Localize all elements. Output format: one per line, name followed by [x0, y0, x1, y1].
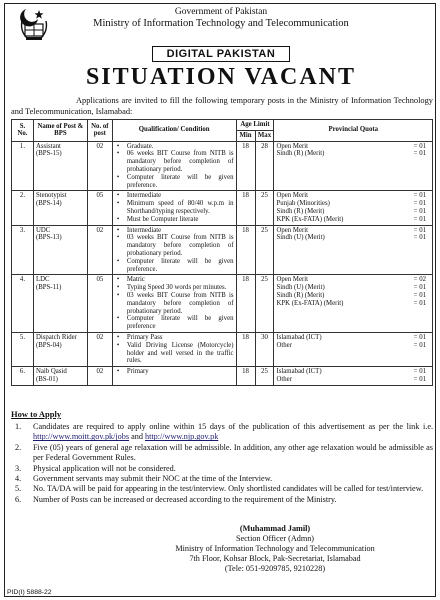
- quota-label: Sindh (R) (Merit): [276, 150, 325, 158]
- post-title: Stenotypist: [35, 192, 67, 200]
- quota-line: [276, 208, 430, 216]
- cell-min-age: 18: [236, 225, 255, 275]
- cell-sno: 1.: [12, 141, 34, 191]
- signature-block: [125, 524, 425, 574]
- government-line: Government of Pakistan: [174, 7, 268, 17]
- cell-max-age: 25: [255, 275, 274, 333]
- post-bps: (BPS-15): [35, 150, 62, 158]
- item-text-and: and: [129, 432, 145, 442]
- cell-quota: [274, 141, 433, 191]
- quota-line: [276, 234, 430, 242]
- qualification-item: • Computer literate will be given preference.: [115, 258, 234, 274]
- qualification-item: • Graduate.: [115, 143, 234, 151]
- page-title: SITUATION VACANT: [85, 64, 357, 90]
- quota-label: Open Merit: [276, 192, 309, 200]
- quota-label: Sindh (U) (Merit): [276, 284, 325, 292]
- cell-min-age: 18: [236, 332, 255, 366]
- quota-line: [276, 192, 430, 200]
- quota-line: [276, 292, 430, 300]
- list-item: [11, 474, 433, 484]
- signatory-name: (Muhammad Jamil): [239, 524, 311, 533]
- cell-post-name: [33, 225, 87, 275]
- cell-qualification: [112, 141, 236, 191]
- cell-min-age: 18: [236, 275, 255, 333]
- quota-line: [276, 284, 430, 292]
- quota-label: Islamabad (ICT): [276, 333, 322, 341]
- quota-value: = 01: [413, 291, 426, 299]
- qualification-item: • 03 weeks BIT Course from NITB is mandatory before completion of probationary period.: [115, 234, 234, 257]
- quota-line: [276, 227, 430, 235]
- cell-qualification: [112, 225, 236, 275]
- quota-value: = 01: [413, 150, 426, 158]
- quota-line: [276, 376, 430, 384]
- quota-value: = 01: [413, 333, 426, 341]
- quota-value: = 01: [413, 234, 426, 242]
- cell-posts: 02: [87, 332, 112, 366]
- item-number: 2.: [15, 442, 22, 452]
- quota-line: [276, 150, 430, 158]
- item-text: Five (05) years of general age relaxation will be admissible. In addition, any other age relaxation would be admissible as per Federal Government Rules.: [33, 442, 433, 463]
- quota-value: = 01: [413, 299, 426, 307]
- item-number: 1.: [15, 422, 22, 431]
- quota-label: Punjab (Minorities): [276, 200, 330, 208]
- signatory-designation: Section Officer (Admn): [235, 534, 315, 543]
- qualification-item: • Valid Driving License (Motorcycle) holder and well versed in the traffic rules.: [115, 342, 234, 365]
- post-bps: (BPS-04): [35, 341, 62, 349]
- quota-line: [276, 368, 430, 376]
- cell-posts: 02: [87, 141, 112, 191]
- quota-value: = 01: [413, 142, 426, 150]
- cell-quota: [274, 275, 433, 333]
- table-row: [12, 275, 433, 333]
- cell-max-age: 28: [255, 141, 274, 191]
- post-bps: (BS-01): [35, 375, 58, 383]
- header-max: Max: [255, 130, 274, 141]
- cell-posts: 02: [87, 225, 112, 275]
- qualification-item: • Intermediate: [115, 192, 234, 200]
- item-text: Government servants may submit their NOC at the time of the Interview.: [33, 474, 273, 484]
- qualification-item: • Computer literate will be given preference: [115, 315, 234, 331]
- header-qualification: Qualification/ Condition: [112, 120, 236, 142]
- quota-value: = 01: [413, 200, 426, 208]
- cell-max-age: 30: [255, 332, 274, 366]
- quota-line: [276, 342, 430, 350]
- how-to-apply-list: [11, 422, 433, 505]
- post-title: Assistant: [35, 142, 61, 150]
- cell-sno: 3.: [12, 225, 34, 275]
- item-text: Physical application will not be considered.: [33, 463, 176, 473]
- cell-max-age: 25: [255, 367, 274, 386]
- quota-label: Sindh (R) (Merit): [276, 207, 325, 215]
- item-text: No. TA/DA will be paid for appearing in the test/interview. Only shortlisted candidates will be called for test/interview.: [33, 484, 424, 494]
- cell-min-age: 18: [236, 191, 255, 225]
- header-posts: No. of post: [87, 120, 112, 142]
- signatory-address: 7th Floor, Kohsar Block, Pak-Secretariat, Islamabad: [189, 554, 361, 563]
- how-to-apply-heading: How to Apply: [11, 409, 62, 419]
- post-title: LDC: [35, 276, 50, 284]
- posts-table: [11, 119, 433, 386]
- pid-number: PID(I) 5888-22: [7, 589, 52, 596]
- cell-sno: 5.: [12, 332, 34, 366]
- quota-label: KPK (Ex-FATA) (Merit): [276, 215, 344, 223]
- list-item: [11, 422, 433, 443]
- table-row: [12, 332, 433, 366]
- quota-value: = 01: [413, 368, 426, 376]
- qualification-item: • Primary: [115, 368, 234, 376]
- quota-label: Other: [276, 375, 292, 383]
- signatory-telephone: (Tele: 051-9209785, 9210228): [224, 564, 326, 573]
- qualification-item: • 06 weeks BIT Course from NITB is mandatory before completion of probationary period.: [115, 150, 234, 173]
- qualification-item: • Must be Computer literate: [115, 216, 234, 224]
- quota-label: Other: [276, 341, 292, 349]
- list-item: [11, 484, 433, 494]
- qualification-item: • Computer literate will be given preference.: [115, 174, 234, 190]
- qualification-item: • Minimum speed of 80/40 w.p.m in Shorthand/typing respectively.: [115, 200, 234, 216]
- quota-label: Sindh (R) (Merit): [276, 291, 325, 299]
- cell-quota: [274, 191, 433, 225]
- table-row: [12, 191, 433, 225]
- table-row: [12, 141, 433, 191]
- item-text: Candidates are required to apply online within 15 days of the publication of this advertisement as per the link i.e.: [33, 422, 433, 431]
- qualification-item: • Typing Speed 30 words per minutes.: [115, 284, 234, 292]
- quota-label: Islamabad (ICT): [276, 368, 322, 376]
- cell-sno: 6.: [12, 367, 34, 386]
- header-name: Name of Post & BPS: [33, 120, 87, 142]
- intro-paragraph: Applications are invited to fill the following temporary posts in the Ministry of Information Technology and Telecommunication, Islamabad:: [11, 96, 433, 116]
- header-min: Min: [236, 130, 255, 141]
- cell-quota: [274, 225, 433, 275]
- post-bps: (BPS-14): [35, 200, 62, 208]
- ministry-line: Ministry of Information Technology and Telecommunication: [93, 18, 349, 29]
- cell-post-name: [33, 275, 87, 333]
- quota-line: [276, 143, 430, 151]
- quota-value: = 01: [413, 192, 426, 200]
- quota-line: [276, 334, 430, 342]
- cell-qualification: [112, 191, 236, 225]
- quota-line: [276, 216, 430, 224]
- njp-link[interactable]: http://www.njp.gov.pk: [144, 432, 219, 442]
- digital-pakistan-banner: DIGITAL PAKISTAN: [152, 46, 291, 62]
- quota-label: Sindh (U) (Merit): [276, 234, 325, 242]
- post-title: Naib Qasid: [35, 368, 67, 376]
- item-number: 6.: [15, 494, 22, 504]
- cell-qualification: [112, 367, 236, 386]
- header-sno: S. No.: [12, 120, 34, 142]
- quota-value: = 01: [413, 341, 426, 349]
- quota-value: = 01: [413, 226, 426, 234]
- banner-wrap: [5, 44, 437, 62]
- cell-qualification: [112, 275, 236, 333]
- quota-value: = 01: [413, 215, 426, 223]
- table-row: [12, 367, 433, 386]
- post-title: UDC: [35, 226, 51, 234]
- item-number: 4.: [15, 474, 22, 484]
- cell-post-name: [33, 191, 87, 225]
- signatory-ministry: Ministry of Information Technology and Telecommunication: [175, 544, 375, 553]
- cell-min-age: 18: [236, 141, 255, 191]
- post-title: Dispatch Rider: [35, 333, 77, 341]
- cell-post-name: [33, 141, 87, 191]
- table-row: [12, 225, 433, 275]
- header: [5, 4, 437, 44]
- post-bps: (BPS-13): [35, 234, 62, 242]
- cell-posts: 02: [87, 367, 112, 386]
- quota-label: Open Merit: [276, 226, 309, 234]
- quota-label: Open Merit: [276, 276, 309, 284]
- qualification-item: • 03 weeks BIT Course from NITB is mandatory before completion of probationary period.: [115, 292, 234, 315]
- quota-line: [276, 300, 430, 308]
- moitt-jobs-link[interactable]: http://www.moitt.gov.pk/jobs: [33, 432, 130, 442]
- qualification-item: • Intermediate: [115, 227, 234, 235]
- cell-sno: 2.: [12, 191, 34, 225]
- quota-line: [276, 200, 430, 208]
- cell-post-name: [33, 367, 87, 386]
- quota-value: = 01: [413, 375, 426, 383]
- cell-min-age: 18: [236, 367, 255, 386]
- cell-quota: [274, 332, 433, 366]
- list-item: [11, 443, 433, 464]
- quota-label: KPK (Ex-FATA) (Merit): [276, 299, 344, 307]
- advertisement-page: [4, 3, 436, 597]
- quota-value: = 01: [413, 207, 426, 215]
- cell-max-age: 25: [255, 191, 274, 225]
- cell-quota: [274, 367, 433, 386]
- quota-value: = 02: [413, 276, 426, 284]
- qualification-item: • Primary Pass: [115, 334, 234, 342]
- cell-sno: 4.: [12, 275, 34, 333]
- cell-max-age: 25: [255, 225, 274, 275]
- post-bps: (BPS-11): [35, 284, 62, 292]
- item-number: 5.: [15, 484, 22, 494]
- quota-value: = 01: [413, 284, 426, 292]
- header-quota: Provincial Quota: [274, 120, 433, 142]
- cell-post-name: [33, 332, 87, 366]
- cell-posts: 05: [87, 191, 112, 225]
- item-text: Number of Posts can be increased or decreased according to the requirement of the Ministry.: [33, 494, 337, 504]
- header-age-limit: Age Limit: [236, 120, 274, 131]
- item-number: 3.: [15, 463, 22, 473]
- qualification-item: • Matric: [115, 276, 234, 284]
- cell-qualification: [112, 332, 236, 366]
- list-item: [11, 464, 433, 474]
- quota-label: Open Merit: [276, 142, 309, 150]
- quota-line: [276, 276, 430, 284]
- list-item: [11, 495, 433, 505]
- cell-posts: 05: [87, 275, 112, 333]
